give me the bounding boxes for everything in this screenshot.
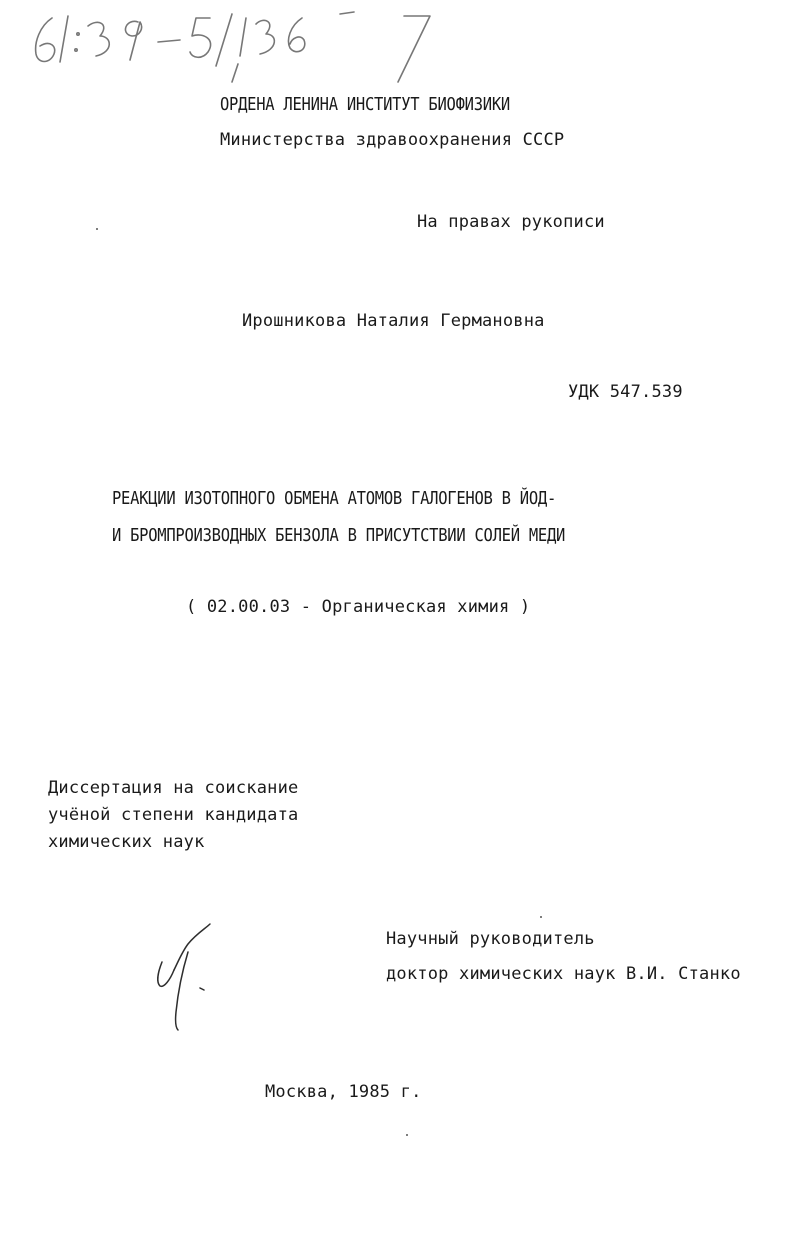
manuscript-rights-label: На правах рукописи [417, 212, 605, 232]
paper-speck [96, 228, 98, 230]
dissertation-degree-line-3: химических наук [48, 832, 205, 852]
dissertation-degree-line-1: Диссертация на соискание [48, 778, 299, 798]
specialty-code: ( 02.00.03 - Органическая химия ) [186, 597, 531, 617]
place-and-year: Москва, 1985 г. [265, 1082, 422, 1102]
author-name: Ирошникова Наталия Германовна [242, 311, 545, 331]
supervisor-role: Научный руководитель [386, 929, 595, 949]
paper-speck [406, 1134, 408, 1136]
institute-name: ОРДЕНА ЛЕНИНА ИНСТИТУТ БИОФИЗИКИ [220, 94, 510, 115]
udc-code: УДК 547.539 [568, 382, 683, 402]
dissertation-title-line-1: РЕАКЦИИ ИЗОТОПНОГО ОБМЕНА АТОМОВ ГАЛОГЕНОВ В ЙОД- [112, 488, 557, 509]
handwritten-archive-note [20, 4, 440, 88]
ministry-name: Министерства здравоохранения СССР [220, 130, 565, 150]
handwritten-signature [148, 922, 224, 1034]
dissertation-degree-line-2: учёной степени кандидата [48, 805, 299, 825]
paper-speck [540, 916, 542, 918]
supervisor-name: доктор химических наук В.И. Станко [386, 964, 741, 984]
dissertation-title-line-2: И БРОМПРОИЗВОДНЫХ БЕНЗОЛА В ПРИСУТСТВИИ СОЛЕЙ МЕДИ [112, 525, 566, 546]
